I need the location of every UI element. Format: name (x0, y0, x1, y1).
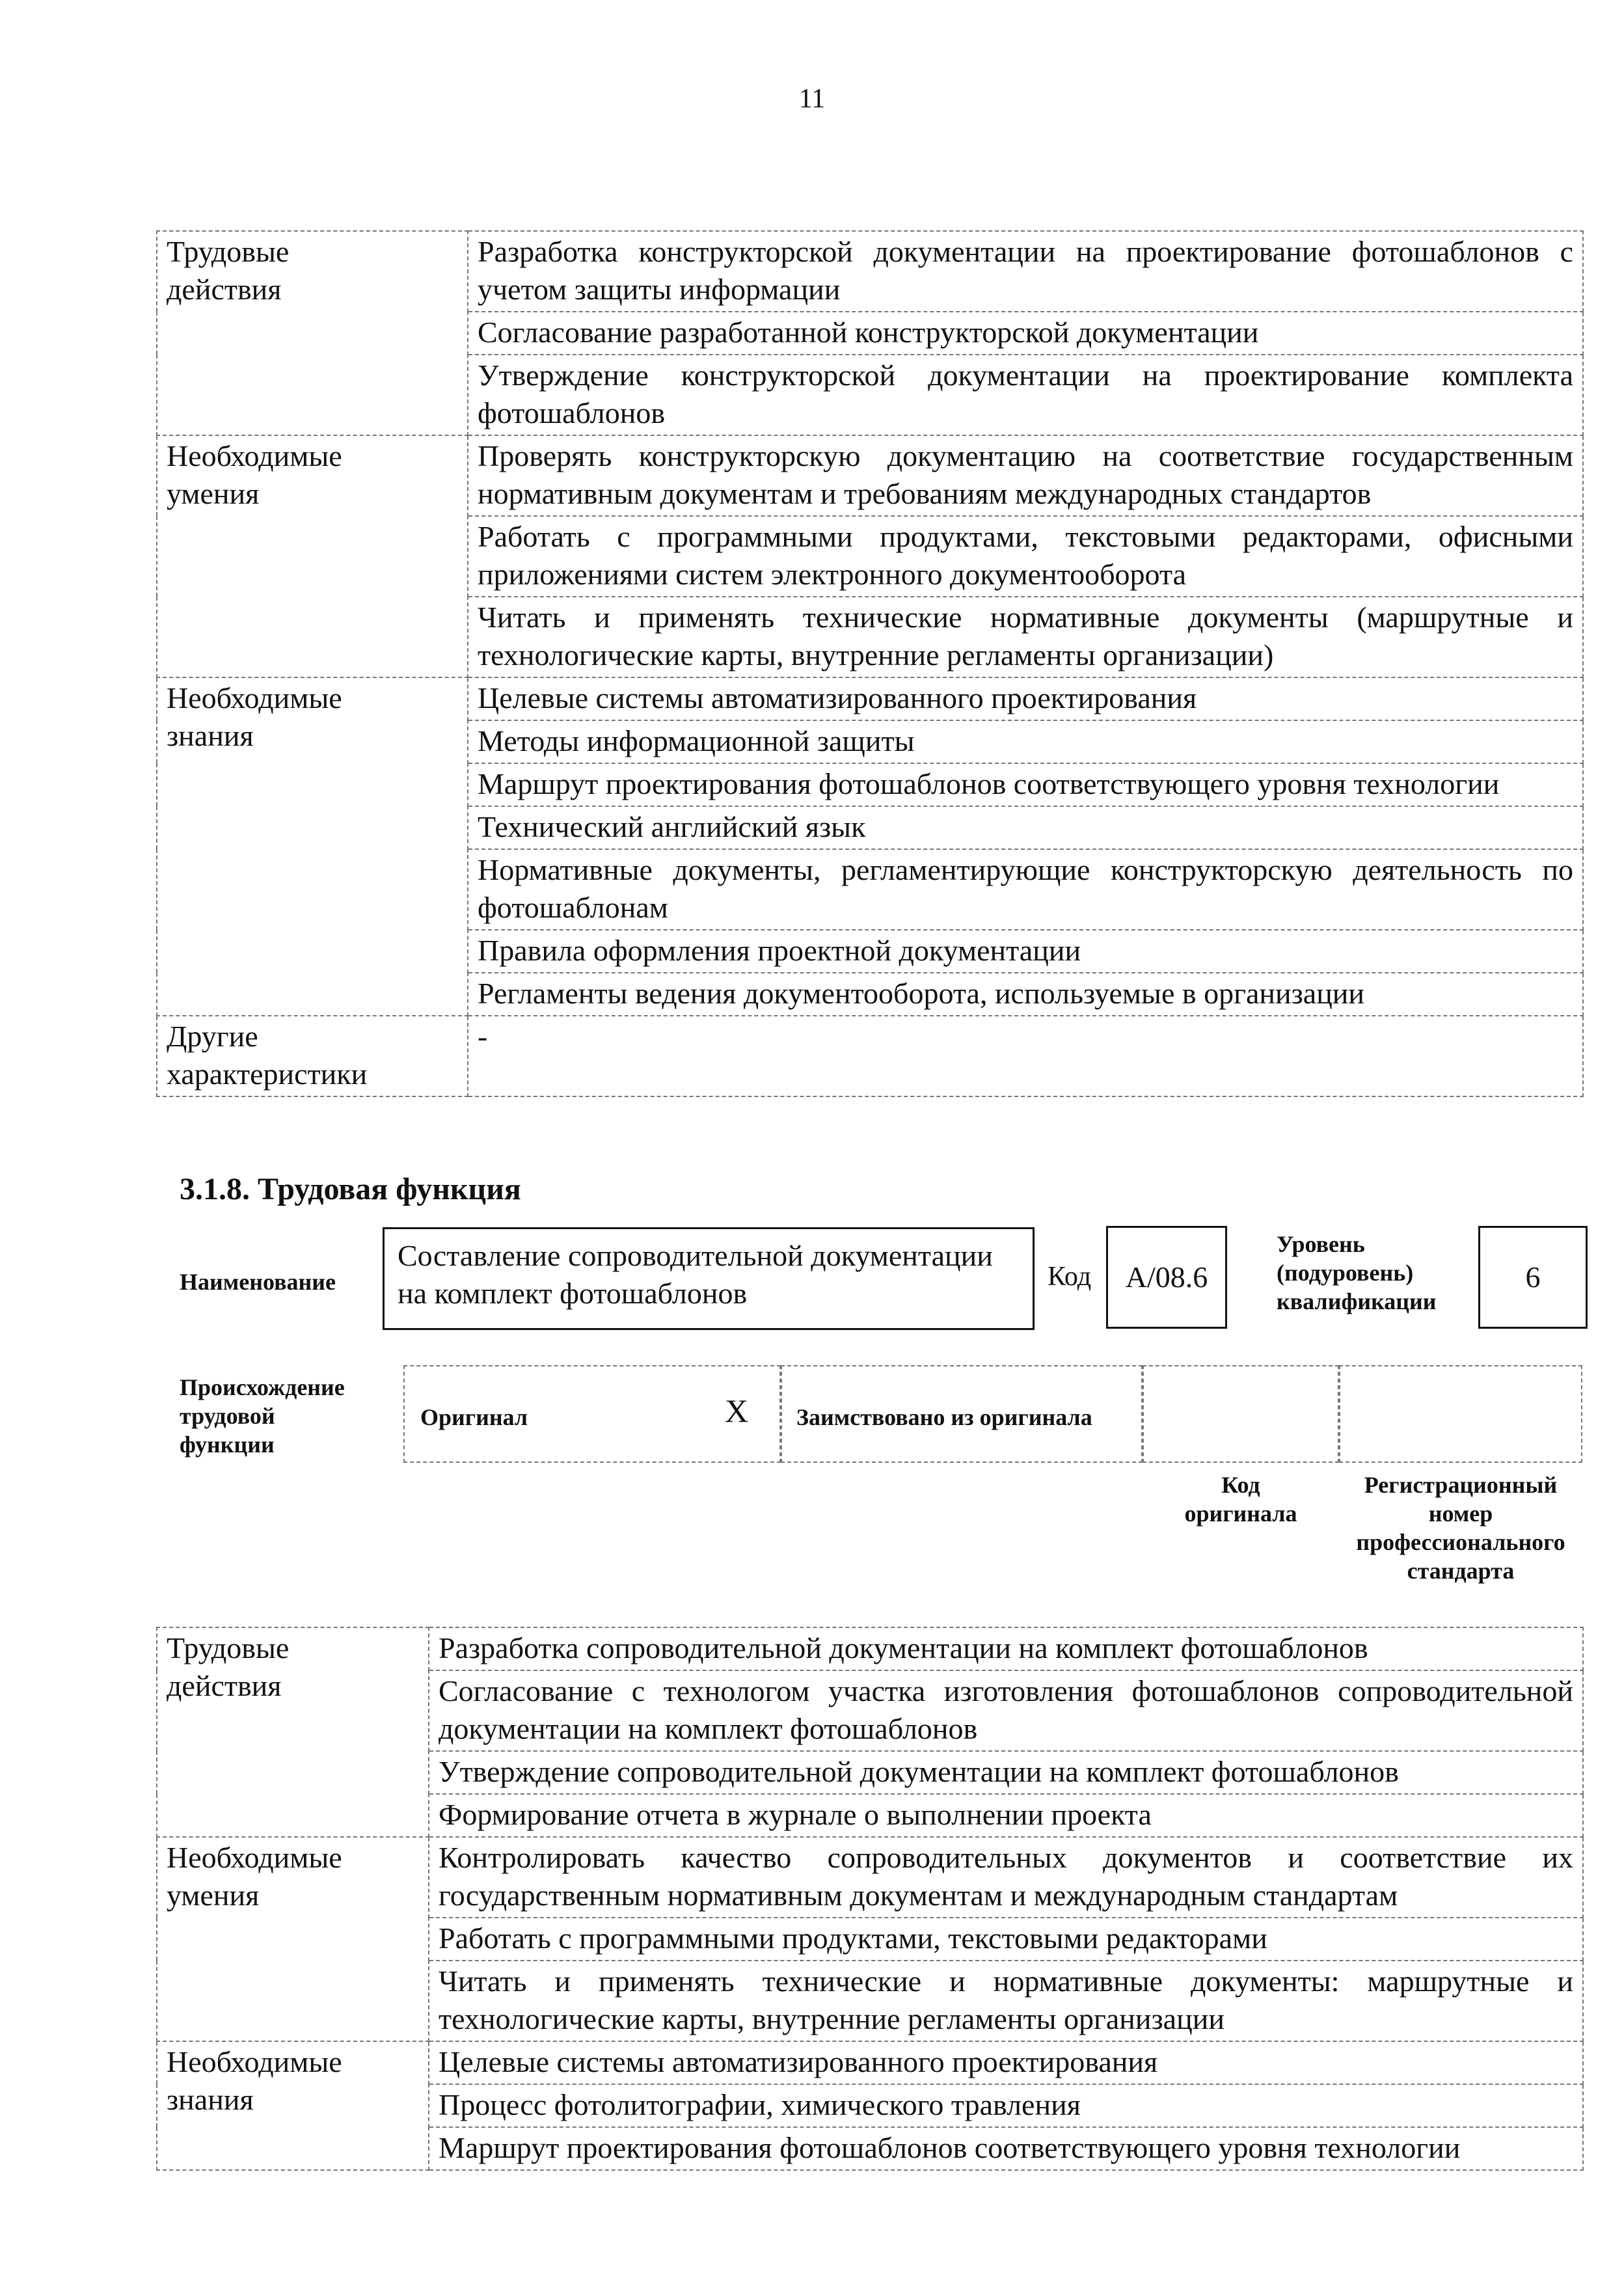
row-item: Работать с программными продуктами, текстовыми редакторами, офисными приложениями систем электронного документооборота (468, 516, 1583, 597)
table-row (157, 231, 1583, 312)
qualification-level-label (1277, 1230, 1437, 1316)
original-code-cell (1143, 1365, 1339, 1463)
row-item: Разработка сопроводительной документации на комплект фотошаблонов (429, 1627, 1583, 1670)
row-item: Формирование отчета в журнале о выполнении проекта (429, 1794, 1583, 1837)
table-row (157, 435, 1583, 516)
row-item: Маршрут проектирования фотошаблонов соответствующего уровня технологии (468, 763, 1583, 806)
row-label-line: характеристики (167, 1057, 368, 1091)
original-label: Оригинал (420, 1404, 528, 1430)
row-item: Процесс фотолитографии, химического травления (429, 2084, 1583, 2127)
borrowed-label: Заимствовано из оригинала (796, 1404, 1092, 1430)
row-label-line: Необходимые (167, 439, 342, 472)
table-row (157, 677, 1583, 720)
origin-row (403, 1365, 1582, 1463)
code-value-box: A/08.6 (1106, 1226, 1227, 1329)
row-item: Читать и применять технические и нормативные документы: маршрутные и технологические карты, внутренние регламенты организации (429, 1961, 1583, 2041)
row-item: Согласование разработанной конструкторской документации (468, 312, 1583, 355)
row-label (157, 677, 468, 1016)
labor-function-table-2 (156, 1627, 1584, 2171)
row-label (157, 231, 468, 435)
row-item: Разработка конструкторской документации на проектирование фотошаблонов с учетом защиты информации (468, 231, 1583, 312)
level-label-line: (подуровень) (1277, 1260, 1414, 1286)
row-item: Целевые системы автоматизированного проектирования (429, 2041, 1583, 2084)
row-label (157, 1627, 429, 1837)
section-title: 3.1.8. Трудовая функция (180, 1172, 521, 1206)
row-item: Регламенты ведения документооборота, используемые в организации (468, 973, 1583, 1016)
row-item: Технический английский язык (468, 806, 1583, 849)
name-label: Наименование (180, 1269, 336, 1295)
level-label-line: Уровень (1277, 1231, 1365, 1257)
original-code-caption (1143, 1471, 1339, 1528)
row-item: Маршрут проектирования фотошаблонов соответствующего уровня технологии (429, 2127, 1583, 2170)
row-label (157, 1016, 468, 1096)
row-item: Нормативные документы, регламентирующие конструкторскую деятельность по фотошаблонам (468, 849, 1583, 930)
origin-label-line: трудовой (180, 1403, 275, 1429)
row-label-line: Трудовые (167, 1631, 290, 1664)
table-row (157, 1837, 1583, 1918)
original-cell (403, 1365, 781, 1463)
row-item: Контролировать качество сопроводительных документов и соответствие их государственным нормативным документам и международным стандартам (429, 1837, 1583, 1918)
row-label-line: Другие (167, 1020, 258, 1053)
row-item: Работать с программными продуктами, текстовыми редакторами (429, 1918, 1583, 1961)
row-label-line: знания (167, 719, 254, 752)
caption-line: оригинала (1184, 1501, 1297, 1527)
caption-line: Код (1221, 1472, 1260, 1498)
row-item: - (468, 1016, 1583, 1096)
caption-line: Регистрационный (1364, 1472, 1558, 1498)
registration-number-caption (1339, 1471, 1582, 1585)
row-label (157, 1837, 429, 2041)
original-x-mark: X (725, 1392, 749, 1429)
row-label-line: Необходимые (167, 2045, 342, 2078)
table-row (157, 1016, 1583, 1096)
row-label-line: умения (167, 1879, 260, 1912)
code-label: Код (1048, 1262, 1092, 1292)
row-item: Читать и применять технические нормативные документы (маршрутные и технологические карты, внутренние регламенты организации) (468, 597, 1583, 677)
function-name-box: Составление сопроводительной документации на комплект фотошаблонов (383, 1227, 1035, 1330)
page-number: 11 (798, 84, 826, 114)
caption-line: профессионального (1356, 1529, 1565, 1555)
origin-label (180, 1373, 345, 1459)
borrowed-cell (781, 1365, 1143, 1463)
origin-label-line: Происхождение (180, 1374, 345, 1400)
row-item: Согласование с технологом участка изготовления фотошаблонов сопроводительной документации на комплект фотошаблонов (429, 1670, 1583, 1751)
row-label (157, 435, 468, 677)
registration-number-cell (1339, 1365, 1582, 1463)
row-item: Утверждение конструкторской документации на проектирование комплекта фотошаблонов (468, 355, 1583, 435)
row-item: Методы информационной защиты (468, 720, 1583, 763)
row-label-line: действия (167, 273, 282, 306)
origin-label-line: функции (180, 1432, 275, 1458)
row-item: Правила оформления проектной документации (468, 930, 1583, 973)
level-label-line: квалификации (1277, 1288, 1437, 1314)
row-label-line: умения (167, 477, 260, 510)
row-label (157, 2041, 429, 2170)
row-label-line: действия (167, 1669, 282, 1702)
table-row (157, 1627, 1583, 1670)
caption-line: стандарта (1407, 1558, 1515, 1584)
qualification-level-box: 6 (1478, 1226, 1588, 1329)
row-label-line: Необходимые (167, 1841, 342, 1874)
row-label-line: знания (167, 2083, 254, 2116)
row-item: Проверять конструкторскую документацию на соответствие государственным нормативным документам и требованиям международных стандартов (468, 435, 1583, 516)
row-label-line: Трудовые (167, 235, 290, 268)
row-label-line: Необходимые (167, 681, 342, 714)
table-row (157, 2041, 1583, 2084)
row-item: Утверждение сопроводительной документации на комплект фотошаблонов (429, 1751, 1583, 1794)
labor-function-table-1 (156, 230, 1584, 1097)
row-item: Целевые системы автоматизированного проектирования (468, 677, 1583, 720)
caption-line: номер (1428, 1501, 1493, 1527)
